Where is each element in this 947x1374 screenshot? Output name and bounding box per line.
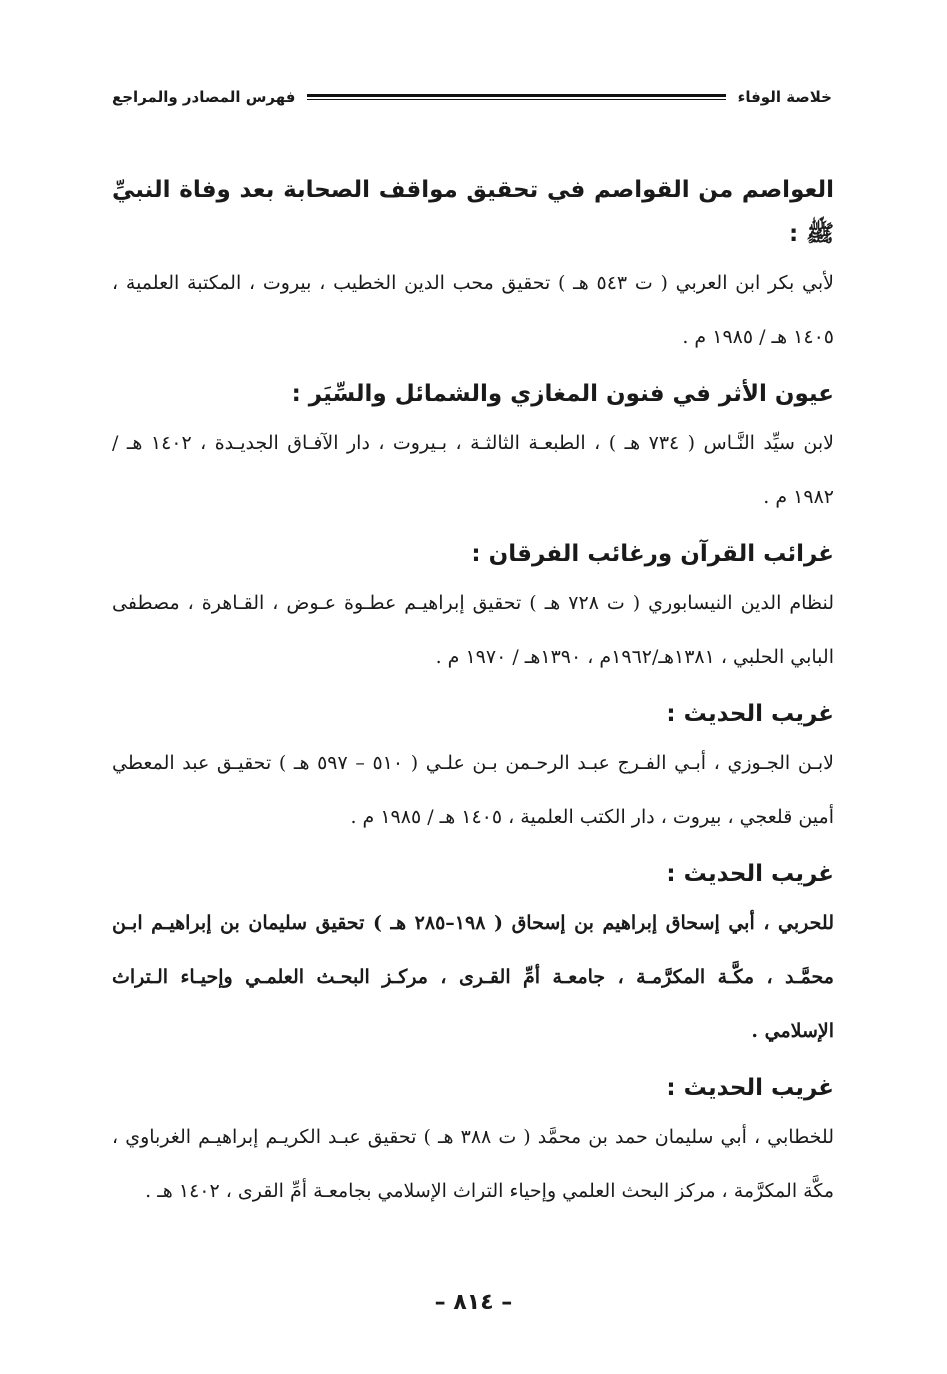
page-number: – ٨١٤ – xyxy=(434,1290,513,1315)
bibliography-list xyxy=(112,168,834,1226)
header-rule xyxy=(307,94,725,100)
bibliography-entry xyxy=(112,532,834,684)
header-section-title: فهرس المصادر والمراجع xyxy=(112,88,296,106)
bibliography-entry xyxy=(112,1066,834,1218)
entry-body: لأبي بكر ابن العربي ( ت ٥٤٣ هـ ) تحقيق محب الدين الخطيب ، بيروت ، المكتبة العلمية ، ١٤٠٥ هـ / ١٩٨٥ م . xyxy=(112,272,834,348)
running-header xyxy=(112,82,832,112)
entry-body: لابن سيِّد النَّـاس ( ٧٣٤ هـ ) ، الطبعـة الثالثـة ، بـيروت ، دار الآفـاق الجديـدة ، ١٤٠٢ هـ / ١٩٨٢ م . xyxy=(112,432,834,508)
entry-title: غريب الحديث : xyxy=(666,861,834,887)
entry-body: للحربي ، أبي إسحاق إبراهيم بن إسحاق ( ١٩٨–٢٨٥ هـ ) تحقيق سليمان بن إبراهيـم ابـن محمَّـد ، مكَّـة المكرَّمـة ، جامعـة أمِّ القـرى ، مركـز البحـث العلمـي وإحيـاء الـتراث الإسلامي . xyxy=(112,912,834,1042)
entry-body: لابـن الجـوزي ، أبـي الفـرج عبـد الرحـمن بـن علـي ( ٥١٠ – ٥٩٧ هـ ) تحقيـق عبد المعطي أمين قلعجي ، بيروت ، دار الكتب العلمية ، ١٤٠٥ هـ / ١٩٨٥ م . xyxy=(112,752,834,828)
entry-title: غريب الحديث : xyxy=(666,701,834,727)
bibliography-entry xyxy=(112,692,834,844)
entry-body: لنظام الدين النيسابوري ( ت ٧٢٨ هـ ) تحقيق إبراهيـم عطـوة عـوض ، القـاهرة ، مصطفى البابي الحلبي ، ١٣٨١هـ/١٩٦٢م ، ١٣٩٠هـ / ١٩٧٠ م . xyxy=(112,592,835,668)
entry-title: غريب الحديث : xyxy=(666,1075,834,1101)
bibliography-entry xyxy=(112,852,834,1058)
entry-title: عيون الأثر في فنون المغازي والشمائل والسِّيَر : xyxy=(291,381,834,407)
bibliography-entry xyxy=(112,372,834,524)
header-book-title: خلاصة الوفاء xyxy=(737,88,832,106)
entry-title: العواصم من القواصم في تحقيق مواقف الصحابة بعد وفاة النبيِّ ﷺ : xyxy=(112,177,834,247)
entry-title: غرائب القرآن ورغائب الفرقان : xyxy=(471,541,834,567)
bibliography-entry xyxy=(112,168,834,364)
entry-body: للخطابي ، أبي سليمان حمد بن محمَّد ( ت ٣٨٨ هـ ) تحقيق عبـد الكريـم إبراهيـم الغرباوي ، مكَّة المكرَّمة ، مركز البحث العلمي وإحياء التراث الإسلامي بجامعـة أمِّ القرى ، ١٤٠٢ هـ . xyxy=(112,1126,834,1202)
